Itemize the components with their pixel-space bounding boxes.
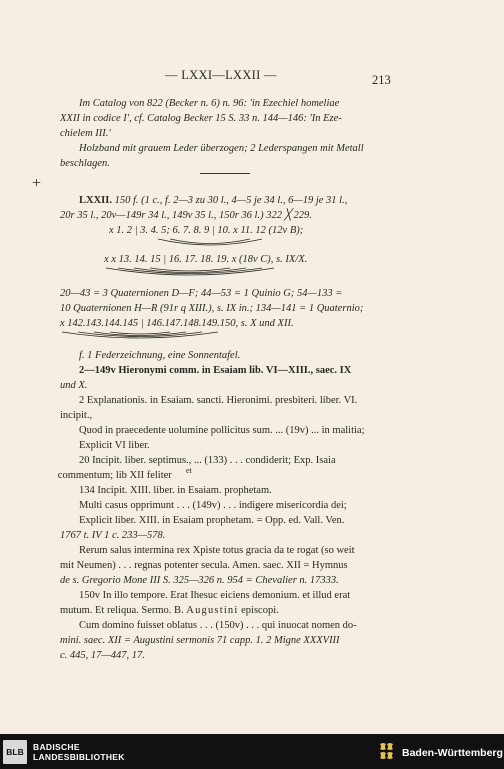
text-line-10: 1767 t. IV 1 c. 233—578. <box>60 530 166 541</box>
entry-collation-line-1 <box>60 193 438 208</box>
footer-bar <box>0 734 504 769</box>
section-divider <box>200 173 250 174</box>
text-line-8: Multi casus opprimunt . . . (149v) . . . indigere misericordia dei; <box>79 500 347 511</box>
text-line-18: c. 445, 17—447, 17. <box>60 650 145 661</box>
text-line-17: mini. saec. XII = Augustini sermonis 71 capp. 1. 2 Migne XXXVIII <box>60 635 340 646</box>
blb-name[interactable]: BADISCHE LANDESBIBLIOTHEK <box>33 742 125 762</box>
text-line-1: 2 Explanationis. in Esaiam. sancti. Hieronimi. presbiteri. liber. VI. <box>79 395 358 406</box>
text-line-14: 150v In illo tempore. Erat Ihesuc eiciens demonium. et illud erat <box>79 590 351 601</box>
text-line-6: $^{et}$commentum; lib XII feliter <box>57 466 192 481</box>
binding-line-1: Holzband mit grauem Leder überzogen; 2 Lederspangen mit Metall <box>79 143 364 154</box>
entry-number: LXXII. <box>79 195 112 206</box>
prev-entry-line-1: Im Catalog von 822 (Becker n. 6) n. 96: 'in Ezechiel homeliae <box>79 98 340 109</box>
text-line-11: Rerum salus intermina rex Xpiste totus gracia da te rogat (so weit <box>79 545 355 556</box>
text-line-2: incipit., <box>60 410 93 421</box>
quire-arcs-2 <box>60 267 438 283</box>
prev-entry-line-2: XXII in codice I', cf. Catalog Becker 15 S. 33 n. 144—146: 'In Eze- <box>60 113 342 124</box>
quire-arcs-1 <box>60 238 438 252</box>
entry-collation-1-text: 150 f. (1 c., f. 2—3 zu 30 l., 4—5 je 34 l., 6—19 je 31 l., <box>114 195 348 206</box>
author-spaced: Augustini <box>186 605 239 616</box>
page-number: 213 <box>372 73 391 87</box>
quire-arcs-3 <box>60 331 438 345</box>
text-line-4: Explicit VI liber. <box>79 440 150 451</box>
item-1-line-a: 2—149v Hieronymi comm. in Esaiam lib. VI—XIII., saec. IX <box>79 365 352 376</box>
quire-scheme-line-1: x 1. 2 | 3. 4. 5; 6. 7. 8. 9 | 10. x 11. 12 (12v B); <box>109 225 304 236</box>
text-line-16: Cum domino fuisset oblatus . . . (150v) . . . qui inuocat nomen do- <box>79 620 357 631</box>
text-line-13: de s. Gregorio Mone III S. 325—326 n. 954 = Chevalier n. 17333. <box>60 575 339 586</box>
prev-entry-line-3: chielem III.' <box>60 128 111 139</box>
text-line-3: Quod in praecedente uolumine pollicitus sum. ... (19v) ... in malitia; <box>79 425 365 436</box>
margin-plus-mark: + <box>32 175 42 192</box>
text-line-5: 20 Incipit. liber. septimus., ... (133) . . . condiderit; Exp. Isaia <box>79 455 336 466</box>
baden-wuerttemberg-crest-icon <box>378 742 396 762</box>
text-line-9: Explicit liber. XIII. in Esaiam prophetam. = Opp. ed. Vall. Ven. <box>79 515 345 526</box>
binding-line-2: beschlagen. <box>60 158 110 169</box>
quires-line-2: 10 Quaternionen H—R (91r q XIII.), s. IX in.; 134—141 = 1 Quaternio; <box>60 303 364 314</box>
running-header <box>0 62 504 87</box>
note-f1: f. 1 Federzeichnung, eine Sonnentafel. <box>79 350 241 361</box>
superscript-et: et <box>186 466 192 475</box>
text-line-7: 134 Incipit. XIII. liber. in Esaiam. prophetam. <box>79 485 272 496</box>
quire-scheme-line-2: x x 13. 14. 15 | 16. 17. 18. 19. x (18v C), s. IX/X. <box>104 254 308 265</box>
blb-logo[interactable]: BLB <box>3 740 27 764</box>
state-name[interactable]: Baden-Württemberg <box>402 747 503 759</box>
text-line-12: mit Neumen) . . . regnas potenter secula. Amen. saec. XII = Hymnus <box>60 560 348 571</box>
text-body <box>57 96 438 663</box>
running-title: — LXXI—LXXII — <box>165 68 277 82</box>
entry-collation-line-2: 20r 35 l., 20v—149r 34 l., 149v 35 l., 150r 36 l.) 322 ╳ 229. <box>60 210 312 221</box>
quires-line-1: 20—43 = 3 Quaternionen D—F; 44—53 = 1 Quinio G; 54—133 = <box>60 288 343 299</box>
quires-line-3: x 142.143.144.145 | 146.147.148.149.150, s. X und XII. <box>60 318 294 329</box>
item-1-line-b: und X. <box>60 380 88 391</box>
text-line-15: mutum. Et reliqua. Sermo. B. Augustini episcopi. <box>60 605 279 616</box>
